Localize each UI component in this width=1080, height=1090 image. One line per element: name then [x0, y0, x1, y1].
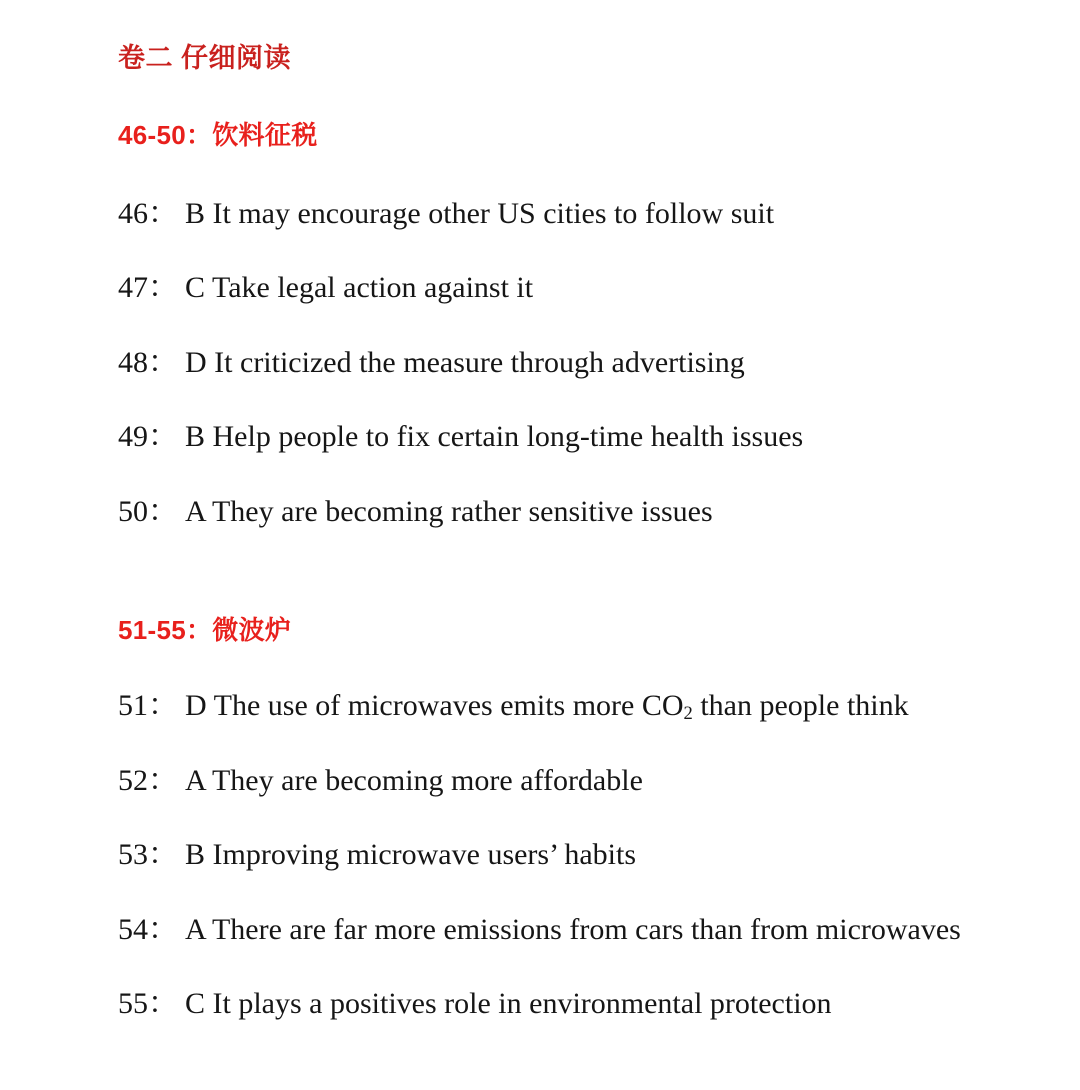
answer-option: A	[185, 763, 206, 797]
question-colon: ：	[148, 763, 178, 797]
answer-text: It plays a positives role in environmental protection	[212, 987, 832, 1021]
answer-row	[118, 722, 1040, 797]
answer-text-after-subscript: than people think	[692, 689, 909, 723]
page-bottom-cutoff-artifact	[180, 1080, 800, 1090]
answer-row	[118, 871, 1040, 946]
answer-row	[118, 304, 1040, 379]
answer-row	[118, 229, 1040, 304]
answer-option: B	[185, 420, 206, 454]
answer-text: They are becoming more affordable	[211, 763, 643, 797]
answer-row	[118, 378, 1040, 453]
answer-option: B	[185, 196, 206, 230]
answer-row	[118, 646, 1040, 725]
answer-text: Take legal action against it	[211, 271, 534, 305]
answer-option: D	[185, 689, 207, 723]
question-number: 49	[118, 420, 148, 454]
question-colon: ：	[148, 345, 178, 379]
answer-option: B	[185, 838, 206, 872]
question-colon: ：	[148, 420, 178, 454]
question-colon: ：	[148, 196, 178, 230]
question-number: 50	[118, 494, 148, 528]
question-number: 52	[118, 763, 148, 797]
question-colon: ：	[148, 494, 178, 528]
question-colon: ：	[148, 912, 178, 946]
answer-text: Help people to fix certain long-time health issues	[212, 420, 804, 454]
answer-option: A	[185, 912, 206, 946]
answer-option: A	[185, 494, 206, 528]
answer-text: Improving microwave users’ habits	[212, 838, 637, 872]
question-number: 48	[118, 345, 148, 379]
answer-option: D	[185, 345, 207, 379]
answer-list-46-50	[118, 152, 1040, 528]
answer-list-51-55	[118, 646, 1040, 1020]
answer-text-before-subscript: The use of microwaves emits more CO	[213, 689, 684, 723]
answer-text: It criticized the measure through advertising	[214, 345, 745, 379]
question-colon: ：	[148, 987, 178, 1021]
question-number: 54	[118, 912, 148, 946]
answer-text: There are far more emissions from cars than from microwaves	[211, 912, 961, 946]
question-number: 55	[118, 987, 148, 1021]
question-colon: ：	[148, 689, 178, 723]
answer-option: C	[185, 987, 206, 1021]
question-colon: ：	[148, 838, 178, 872]
answer-option: C	[185, 271, 206, 305]
question-number: 46	[118, 196, 148, 230]
answer-text: They are becoming rather sensitive issues	[211, 494, 713, 528]
page-title: 卷二 仔细阅读	[118, 43, 292, 73]
answer-row	[118, 152, 1040, 230]
question-number: 51	[118, 689, 148, 723]
answer-row	[118, 796, 1040, 871]
question-colon: ：	[148, 271, 178, 305]
answer-row	[118, 453, 1040, 528]
question-number: 53	[118, 838, 148, 872]
group-heading-51-55: 51-55：微波炉	[118, 615, 292, 646]
group-heading-46-50: 46-50：饮料征税	[118, 120, 318, 151]
answer-text: It may encourage other US cities to follow suit	[212, 196, 775, 230]
subscript-two: 2	[683, 703, 693, 725]
question-number: 47	[118, 271, 148, 305]
answer-row	[118, 945, 1040, 1020]
